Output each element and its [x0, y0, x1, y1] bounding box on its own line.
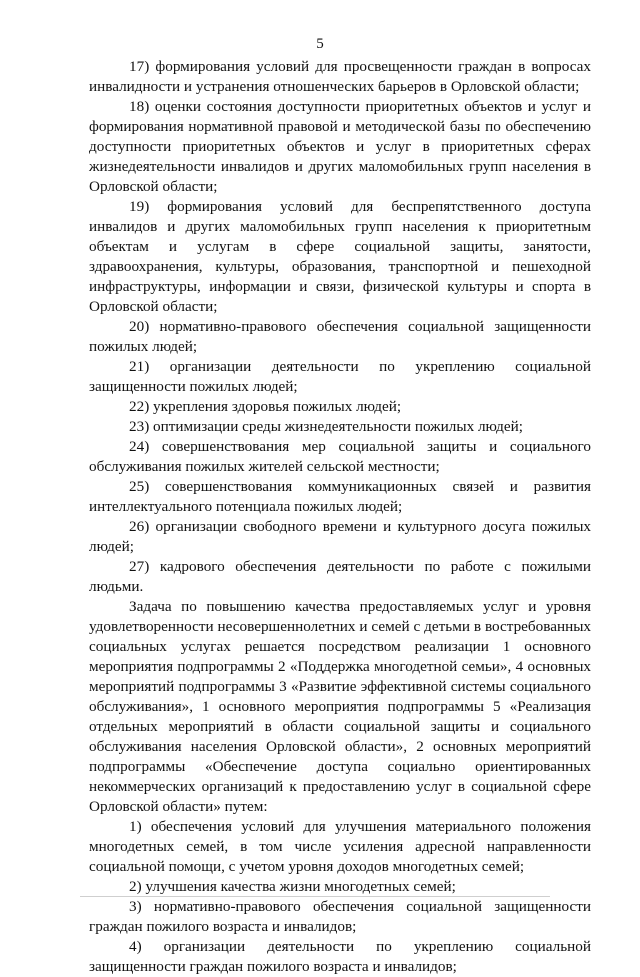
paragraph-item-20: 20) нормативно-правового обеспечения социальной защищенности пожилых людей;	[89, 318, 591, 355]
paragraph-item-26: 26) организации свободного времени и культурного досуга пожилых людей;	[89, 518, 591, 555]
paragraph-item-24: 24) совершенствования мер социальной защиты и социального обслуживания пожилых жителей сельской местности;	[89, 438, 591, 475]
scan-artifact-line	[80, 896, 550, 897]
paragraph-task-description: Задача по повышению качества предоставляемых услуг и уровня удовлетворенности несовершеннолетних и семей с детьми в востребованных социальных услугах решается посредством реализации 1 основного мероприятия подпрограммы 2 «Поддержка многодетной семьи», 4 основных мероприятий подпрограммы 3 «Развитие эффективной системы социального обслуживания», 1 основного мероприятия подпрограммы 5 «Реализация отдельных мероприятий в области социальной защиты и социального обслуживания населения Орловской области», 2 основных мероприятий подпрограммы «Обеспечение доступа социально ориентированных некоммерческих организаций к предоставлению услуг в социальной сфере Орловской области» путем:	[89, 598, 591, 815]
paragraph-item-22: 22) укрепления здоровья пожилых людей;	[129, 398, 402, 415]
document-body	[89, 57, 591, 977]
paragraph-item-23: 23) оптимизации среды жизнедеятельности пожилых людей;	[129, 418, 523, 435]
paragraph-measure-3: 3) нормативно-правового обеспечения социальной защищенности граждан пожилого возраста и инвалидов;	[89, 898, 591, 935]
paragraph-measure-2: 2) улучшения качества жизни многодетных семей;	[129, 878, 456, 895]
paragraph-item-25: 25) совершенствования коммуникационных связей и развития интеллектуального потенциала пожилых людей;	[89, 478, 591, 515]
paragraph-measure-4: 4) организации деятельности по укреплению социальной защищенности граждан пожилого возраста и инвалидов;	[89, 938, 591, 975]
paragraph-item-18: 18) оценки состояния доступности приоритетных объектов и услуг и формирования нормативной правовой и методической базы по обеспечению доступности приоритетных объектов и услуг в приоритетных сферах жизнедеятельности инвалидов и других маломобильных групп населения в Орловской области;	[89, 98, 591, 195]
paragraph-measure-1: 1) обеспечения условий для улучшения материального положения многодетных семей, в том числе усиления адресной направленности социальной помощи, с учетом уровня доходов многодетных семей;	[89, 818, 591, 875]
paragraph-item-27: 27) кадрового обеспечения деятельности по работе с пожилыми людьми.	[89, 558, 591, 595]
paragraph-item-21: 21) организации деятельности по укреплению социальной защищенности пожилых людей;	[89, 358, 591, 395]
paragraph-item-19: 19) формирования условий для беспрепятственного доступа инвалидов и других маломобильных групп населения к приоритетным объектам и услугам в сфере социальной защиты, занятости, здравоохранения, культуры, образования, транспортной и пешеходной инфраструктуры, информации и связи, физической культуры и спорта в Орловской области;	[89, 198, 591, 315]
page-number: 5	[316, 36, 324, 52]
paragraph-item-17: 17) формирования условий для просвещенности граждан в вопросах инвалидности и устранения отношенческих барьеров в Орловской области;	[89, 58, 591, 95]
